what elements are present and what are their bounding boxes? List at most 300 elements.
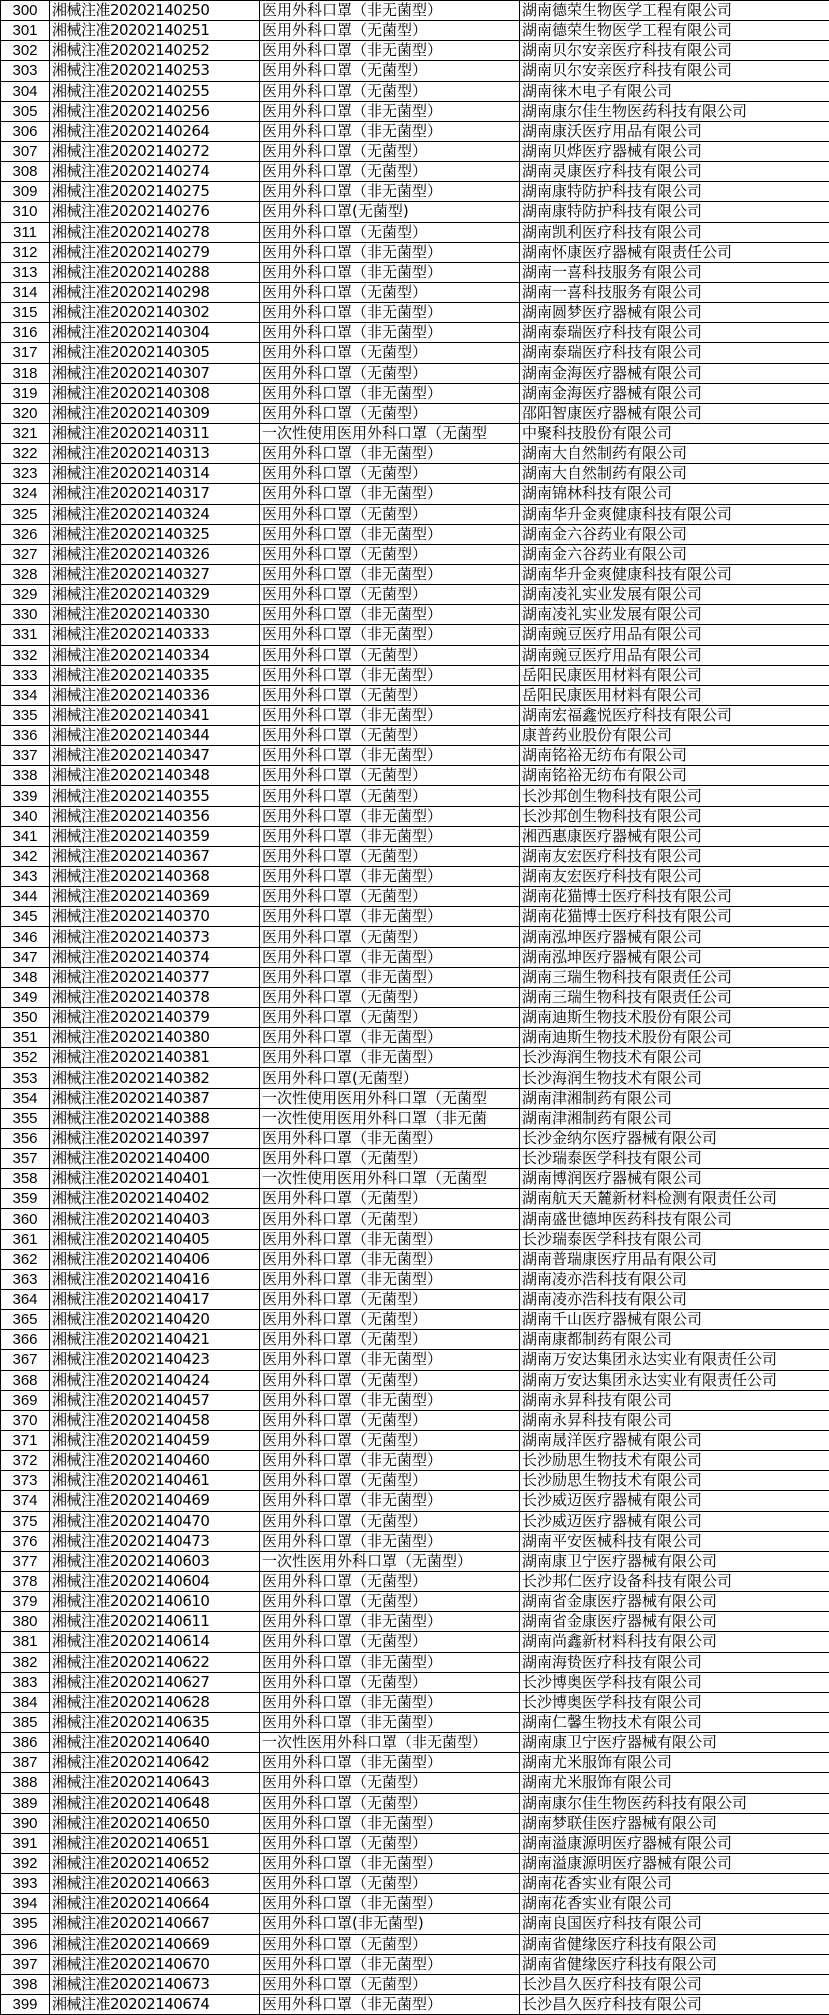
company-name-cell: 长沙威迈医疗器械有限公司 <box>520 1511 829 1531</box>
company-name-cell: 湖南三瑞生物科技有限责任公司 <box>520 967 829 987</box>
product-name-cell: 医用外科口罩（非无菌型） <box>260 1612 520 1632</box>
row-number-cell: 375 <box>1 1511 50 1531</box>
registration-number-cell: 湘械注准20202140400 <box>50 1149 260 1169</box>
company-name-cell: 长沙海润生物技术有限公司 <box>520 1068 829 1088</box>
table-row <box>1 1974 829 1994</box>
product-name-cell: 医用外科口罩（非无菌型） <box>260 947 520 967</box>
company-name-cell: 湖南华升金爽健康科技有限公司 <box>520 564 829 584</box>
table-row <box>1 1692 829 1712</box>
company-name-cell: 长沙博奥医学科技有限公司 <box>520 1672 829 1692</box>
company-name-cell: 湖南永昇科技有限公司 <box>520 1410 829 1430</box>
row-number-cell: 301 <box>1 21 50 41</box>
product-name-cell: 医用外科口罩（无菌型） <box>260 222 520 242</box>
company-name-cell: 湖南泰瑞医疗科技有限公司 <box>520 343 829 363</box>
registration-number-cell: 湘械注准20202140278 <box>50 222 260 242</box>
registration-number-cell: 湘械注准20202140327 <box>50 564 260 584</box>
table-row <box>1 1733 829 1753</box>
table-row <box>1 1290 829 1310</box>
product-name-cell: 医用外科口罩（无菌型） <box>260 685 520 705</box>
row-number-cell: 300 <box>1 1 50 21</box>
registration-number-cell: 湘械注准20202140336 <box>50 685 260 705</box>
product-name-cell: 医用外科口罩（无菌型） <box>260 61 520 81</box>
registration-number-cell: 湘械注准20202140341 <box>50 705 260 725</box>
product-name-cell: 医用外科口罩（无菌型） <box>260 162 520 182</box>
registration-number-cell: 湘械注准20202140379 <box>50 1008 260 1028</box>
product-name-cell: 医用外科口罩（非无菌型） <box>260 1269 520 1289</box>
table-row <box>1 1028 829 1048</box>
company-name-cell: 长沙邦创生物科技有限公司 <box>520 806 829 826</box>
row-number-cell: 350 <box>1 1008 50 1028</box>
registration-number-cell: 湘械注准20202140650 <box>50 1813 260 1833</box>
registration-number-cell: 湘械注准20202140604 <box>50 1571 260 1591</box>
row-number-cell: 392 <box>1 1853 50 1873</box>
registration-number-cell: 湘械注准20202140344 <box>50 726 260 746</box>
product-name-cell: 医用外科口罩（非无菌型） <box>260 303 520 323</box>
table-row <box>1 1430 829 1450</box>
company-name-cell: 湖南豌豆医疗用品有限公司 <box>520 625 829 645</box>
product-name-cell: 医用外科口罩（非无菌型） <box>260 262 520 282</box>
registration-number-cell: 湘械注准20202140256 <box>50 101 260 121</box>
product-name-cell: 医用外科口罩（非无菌型） <box>260 1954 520 1974</box>
table-row <box>1 1531 829 1551</box>
row-number-cell: 318 <box>1 363 50 383</box>
table-row <box>1 1894 829 1914</box>
table-row <box>1 222 829 242</box>
table-row <box>1 544 829 564</box>
product-name-cell: 医用外科口罩（无菌型） <box>260 1310 520 1330</box>
registration-number-cell: 湘械注准20202140651 <box>50 1833 260 1853</box>
row-number-cell: 326 <box>1 524 50 544</box>
registration-number-cell: 湘械注准20202140673 <box>50 1974 260 1994</box>
table-row <box>1 1249 829 1269</box>
company-name-cell: 邵阳智康医疗器械有限公司 <box>520 403 829 423</box>
row-number-cell: 367 <box>1 1350 50 1370</box>
table-row <box>1 1149 829 1169</box>
product-name-cell: 医用外科口罩（非无菌型） <box>260 1249 520 1269</box>
row-number-cell: 369 <box>1 1390 50 1410</box>
registration-number-cell: 湘械注准20202140648 <box>50 1793 260 1813</box>
table-row <box>1 947 829 967</box>
table-row <box>1 162 829 182</box>
table-row <box>1 1008 829 1028</box>
table-row <box>1 464 829 484</box>
product-name-cell: 医用外科口罩（非无菌型） <box>260 564 520 584</box>
row-number-cell: 353 <box>1 1068 50 1088</box>
product-name-cell: 医用外科口罩（无菌型） <box>260 1632 520 1652</box>
company-name-cell: 湖南锦林科技有限公司 <box>520 484 829 504</box>
row-number-cell: 345 <box>1 907 50 927</box>
registration-table-body <box>1 1 829 2015</box>
product-name-cell: 医用外科口罩（非无菌型） <box>260 625 520 645</box>
company-name-cell: 湖南凌礼实业发展有限公司 <box>520 585 829 605</box>
product-name-cell: 医用外科口罩（非无菌型） <box>260 1451 520 1471</box>
table-row <box>1 262 829 282</box>
product-name-cell: 医用外科口罩（无菌型） <box>260 1571 520 1591</box>
table-row <box>1 746 829 766</box>
row-number-cell: 324 <box>1 484 50 504</box>
row-number-cell: 320 <box>1 403 50 423</box>
row-number-cell: 381 <box>1 1632 50 1652</box>
company-name-cell: 湖南大自然制药有限公司 <box>520 464 829 484</box>
company-name-cell: 中聚科技股份有限公司 <box>520 423 829 443</box>
company-name-cell: 湖南津湘制药有限公司 <box>520 1088 829 1108</box>
row-number-cell: 347 <box>1 947 50 967</box>
row-number-cell: 313 <box>1 262 50 282</box>
registration-number-cell: 湘械注准20202140614 <box>50 1632 260 1652</box>
product-name-cell: 医用外科口罩（无菌型） <box>260 645 520 665</box>
registration-number-cell: 湘械注准20202140309 <box>50 403 260 423</box>
registration-number-cell: 湘械注准20202140382 <box>50 1068 260 1088</box>
row-number-cell: 370 <box>1 1410 50 1430</box>
row-number-cell: 312 <box>1 242 50 262</box>
registration-number-cell: 湘械注准20202140335 <box>50 665 260 685</box>
table-row <box>1 303 829 323</box>
registration-number-cell: 湘械注准20202140611 <box>50 1612 260 1632</box>
product-name-cell: 医用外科口罩（无菌型） <box>260 726 520 746</box>
table-row <box>1 766 829 786</box>
row-number-cell: 383 <box>1 1672 50 1692</box>
company-name-cell: 湖南铭裕无纺布有限公司 <box>520 746 829 766</box>
registration-number-cell: 湘械注准20202140380 <box>50 1028 260 1048</box>
row-number-cell: 338 <box>1 766 50 786</box>
registration-number-cell: 湘械注准20202140652 <box>50 1853 260 1873</box>
company-name-cell: 湖南怀康医疗器械有限责任公司 <box>520 242 829 262</box>
registration-number-cell: 湘械注准20202140387 <box>50 1088 260 1108</box>
table-row <box>1 1068 829 1088</box>
registration-number-cell: 湘械注准20202140359 <box>50 826 260 846</box>
company-name-cell: 湘西惠康医疗器械有限公司 <box>520 826 829 846</box>
table-row <box>1 1551 829 1571</box>
table-row <box>1 1048 829 1068</box>
company-name-cell: 湖南康卫宁医疗器械有限公司 <box>520 1551 829 1571</box>
registration-number-cell: 湘械注准20202140381 <box>50 1048 260 1068</box>
product-name-cell: 医用外科口罩（非无菌型） <box>260 1813 520 1833</box>
row-number-cell: 305 <box>1 101 50 121</box>
company-name-cell: 湖南尚鑫新材料科技有限公司 <box>520 1632 829 1652</box>
row-number-cell: 314 <box>1 282 50 302</box>
company-name-cell: 湖南金六谷药业有限公司 <box>520 544 829 564</box>
company-name-cell: 湖南金海医疗器械有限公司 <box>520 363 829 383</box>
row-number-cell: 333 <box>1 665 50 685</box>
table-row <box>1 705 829 725</box>
row-number-cell: 328 <box>1 564 50 584</box>
product-name-cell: 医用外科口罩（非无菌型） <box>260 242 520 262</box>
table-row <box>1 1773 829 1793</box>
company-name-cell: 湖南省健缘医疗科技有限公司 <box>520 1954 829 1974</box>
product-name-cell: 医用外科口罩(无菌型） <box>260 1068 520 1088</box>
company-name-cell: 长沙励思生物技术有限公司 <box>520 1471 829 1491</box>
product-name-cell: 医用外科口罩（非无菌型） <box>260 121 520 141</box>
registration-number-cell: 湘械注准20202140459 <box>50 1430 260 1450</box>
company-name-cell: 长沙励思生物技术有限公司 <box>520 1451 829 1471</box>
row-number-cell: 356 <box>1 1128 50 1148</box>
registration-number-cell: 湘械注准20202140330 <box>50 605 260 625</box>
table-row <box>1 1934 829 1954</box>
row-number-cell: 394 <box>1 1894 50 1914</box>
row-number-cell: 384 <box>1 1692 50 1712</box>
company-name-cell: 湖南大自然制药有限公司 <box>520 444 829 464</box>
registration-number-cell: 湘械注准20202140275 <box>50 182 260 202</box>
product-name-cell: 医用外科口罩（非无菌型） <box>260 383 520 403</box>
row-number-cell: 331 <box>1 625 50 645</box>
table-row <box>1 987 829 1007</box>
table-row <box>1 1592 829 1612</box>
product-name-cell: 医用外科口罩（无菌型） <box>260 504 520 524</box>
product-name-cell: 医用外科口罩（无菌型） <box>260 403 520 423</box>
product-name-cell: 医用外科口罩（无菌型） <box>260 987 520 1007</box>
product-name-cell: 医用外科口罩（非无菌型） <box>260 1028 520 1048</box>
row-number-cell: 365 <box>1 1310 50 1330</box>
company-name-cell: 湖南康沃医疗用品有限公司 <box>520 121 829 141</box>
company-name-cell: 长沙瑞泰医学科技有限公司 <box>520 1149 829 1169</box>
table-row <box>1 1793 829 1813</box>
company-name-cell: 湖南泰瑞医疗科技有限公司 <box>520 323 829 343</box>
row-number-cell: 388 <box>1 1773 50 1793</box>
company-name-cell: 湖南万安达集团永达实业有限责任公司 <box>520 1350 829 1370</box>
company-name-cell: 湖南花猫博士医疗科技有限公司 <box>520 907 829 927</box>
registration-number-cell: 湘械注准20202140324 <box>50 504 260 524</box>
company-name-cell: 湖南溢康源明医疗器械有限公司 <box>520 1853 829 1873</box>
product-name-cell: 医用外科口罩（无菌型） <box>260 1592 520 1612</box>
row-number-cell: 304 <box>1 81 50 101</box>
table-row <box>1 202 829 222</box>
registration-number-cell: 湘械注准20202140674 <box>50 1994 260 2014</box>
product-name-cell: 医用外科口罩（非无菌型） <box>260 484 520 504</box>
company-name-cell: 湖南花香实业有限公司 <box>520 1894 829 1914</box>
table-row <box>1 1753 829 1773</box>
product-name-cell: 医用外科口罩(非无菌型) <box>260 1914 520 1934</box>
company-name-cell: 湖南省健缘医疗科技有限公司 <box>520 1934 829 1954</box>
table-row <box>1 504 829 524</box>
row-number-cell: 322 <box>1 444 50 464</box>
table-row <box>1 41 829 61</box>
product-name-cell: 医用外科口罩（无菌型） <box>260 766 520 786</box>
product-name-cell: 医用外科口罩（无菌型） <box>260 1773 520 1793</box>
table-row <box>1 1612 829 1632</box>
row-number-cell: 341 <box>1 826 50 846</box>
row-number-cell: 339 <box>1 786 50 806</box>
row-number-cell: 321 <box>1 423 50 443</box>
table-row <box>1 625 829 645</box>
company-name-cell: 湖南普瑞康医疗用品有限公司 <box>520 1249 829 1269</box>
row-number-cell: 374 <box>1 1491 50 1511</box>
row-number-cell: 306 <box>1 121 50 141</box>
registration-number-cell: 湘械注准20202140402 <box>50 1189 260 1209</box>
product-name-cell: 医用外科口罩（非无菌型） <box>260 41 520 61</box>
table-row <box>1 524 829 544</box>
row-number-cell: 382 <box>1 1652 50 1672</box>
company-name-cell: 岳阳民康医用材料有限公司 <box>520 665 829 685</box>
registration-number-cell: 湘械注准20202140274 <box>50 162 260 182</box>
table-row <box>1 242 829 262</box>
product-name-cell: 医用外科口罩（非无菌型） <box>260 1994 520 2014</box>
table-row <box>1 1491 829 1511</box>
company-name-cell: 湖南一喜科技服务有限公司 <box>520 282 829 302</box>
product-name-cell: 医用外科口罩（无菌型） <box>260 585 520 605</box>
product-name-cell: 医用外科口罩（无菌型） <box>260 141 520 161</box>
company-name-cell: 湖南仁馨生物技术有限公司 <box>520 1712 829 1732</box>
row-number-cell: 364 <box>1 1290 50 1310</box>
row-number-cell: 379 <box>1 1592 50 1612</box>
product-name-cell: 医用外科口罩（无菌型） <box>260 1430 520 1450</box>
row-number-cell: 363 <box>1 1269 50 1289</box>
product-name-cell: 医用外科口罩（非无菌型） <box>260 444 520 464</box>
company-name-cell: 湖南省金康医疗器械有限公司 <box>520 1592 829 1612</box>
row-number-cell: 399 <box>1 1994 50 2014</box>
company-name-cell: 湖南凌亦浩科技有限公司 <box>520 1290 829 1310</box>
registration-number-cell: 湘械注准20202140457 <box>50 1390 260 1410</box>
registration-number-cell: 湘械注准20202140421 <box>50 1330 260 1350</box>
table-row <box>1 1712 829 1732</box>
registration-number-cell: 湘械注准20202140664 <box>50 1894 260 1914</box>
registration-number-cell: 湘械注准20202140406 <box>50 1249 260 1269</box>
registration-number-cell: 湘械注准20202140307 <box>50 363 260 383</box>
registration-number-cell: 湘械注准20202140302 <box>50 303 260 323</box>
table-row <box>1 1914 829 1934</box>
row-number-cell: 310 <box>1 202 50 222</box>
registration-number-cell: 湘械注准20202140317 <box>50 484 260 504</box>
product-name-cell: 医用外科口罩（无菌型） <box>260 1209 520 1229</box>
product-name-cell: 医用外科口罩（非无菌型） <box>260 323 520 343</box>
company-name-cell: 湖南万安达集团永达实业有限责任公司 <box>520 1370 829 1390</box>
table-row <box>1 1310 829 1330</box>
company-name-cell: 长沙邦创生物科技有限公司 <box>520 786 829 806</box>
product-name-cell: 医用外科口罩（非无菌型） <box>260 182 520 202</box>
registration-number-cell: 湘械注准20202140305 <box>50 343 260 363</box>
row-number-cell: 385 <box>1 1712 50 1732</box>
table-row <box>1 1451 829 1471</box>
row-number-cell: 309 <box>1 182 50 202</box>
company-name-cell: 湖南康都制药有限公司 <box>520 1330 829 1350</box>
row-number-cell: 352 <box>1 1048 50 1068</box>
registration-number-cell: 湘械注准20202140356 <box>50 806 260 826</box>
company-name-cell: 湖南康尔佳生物医药科技有限公司 <box>520 1793 829 1813</box>
company-name-cell: 湖南凯利医疗科技有限公司 <box>520 222 829 242</box>
registration-number-cell: 湘械注准20202140405 <box>50 1229 260 1249</box>
company-name-cell: 湖南花香实业有限公司 <box>520 1874 829 1894</box>
company-name-cell: 湖南铭裕无纺布有限公司 <box>520 766 829 786</box>
product-name-cell: 医用外科口罩（无菌型） <box>260 81 520 101</box>
product-name-cell: 医用外科口罩（无菌型） <box>260 1833 520 1853</box>
company-name-cell: 湖南尤米服饰有限公司 <box>520 1773 829 1793</box>
row-number-cell: 342 <box>1 846 50 866</box>
row-number-cell: 343 <box>1 867 50 887</box>
registration-number-cell: 湘械注准20202140643 <box>50 1773 260 1793</box>
product-name-cell: 医用外科口罩（非无菌型） <box>260 1048 520 1068</box>
registration-number-cell: 湘械注准20202140373 <box>50 927 260 947</box>
product-name-cell: 一次性使用医用外科口罩（非无菌 <box>260 1108 520 1128</box>
product-name-cell: 医用外科口罩（非无菌型） <box>260 1531 520 1551</box>
registration-number-cell: 湘械注准20202140417 <box>50 1290 260 1310</box>
product-name-cell: 医用外科口罩（非无菌型） <box>260 1229 520 1249</box>
product-name-cell: 医用外科口罩（无菌型） <box>260 1874 520 1894</box>
table-row <box>1 141 829 161</box>
row-number-cell: 302 <box>1 41 50 61</box>
row-number-cell: 393 <box>1 1874 50 1894</box>
registration-number-cell: 湘械注准20202140279 <box>50 242 260 262</box>
row-number-cell: 373 <box>1 1471 50 1491</box>
product-name-cell: 医用外科口罩（无菌型） <box>260 1511 520 1531</box>
product-name-cell: 医用外科口罩（非无菌型） <box>260 1853 520 1873</box>
row-number-cell: 378 <box>1 1571 50 1591</box>
table-row <box>1 1853 829 1873</box>
company-name-cell: 湖南德荣生物医学工程有限公司 <box>520 21 829 41</box>
company-name-cell: 湖南凌礼实业发展有限公司 <box>520 605 829 625</box>
table-row <box>1 1410 829 1430</box>
company-name-cell: 湖南泓坤医疗器械有限公司 <box>520 947 829 967</box>
table-row <box>1 685 829 705</box>
product-name-cell: 医用外科口罩（非无菌型） <box>260 907 520 927</box>
product-name-cell: 医用外科口罩（非无菌型） <box>260 967 520 987</box>
row-number-cell: 332 <box>1 645 50 665</box>
table-row <box>1 665 829 685</box>
table-row <box>1 1571 829 1591</box>
company-name-cell: 湖南宏福鑫悦医疗科技有限公司 <box>520 705 829 725</box>
company-name-cell: 湖南贝尔安亲医疗科技有限公司 <box>520 61 829 81</box>
row-number-cell: 308 <box>1 162 50 182</box>
product-name-cell: 医用外科口罩（非无菌型） <box>260 524 520 544</box>
company-name-cell: 湖南金六谷药业有限公司 <box>520 524 829 544</box>
company-name-cell: 湖南梦联佳医疗器械有限公司 <box>520 1813 829 1833</box>
table-row <box>1 1350 829 1370</box>
row-number-cell: 334 <box>1 685 50 705</box>
product-name-cell: 医用外科口罩（非无菌型） <box>260 806 520 826</box>
product-name-cell: 医用外科口罩（无菌型） <box>260 1330 520 1350</box>
product-name-cell: 医用外科口罩（非无菌型） <box>260 1652 520 1672</box>
row-number-cell: 323 <box>1 464 50 484</box>
company-name-cell: 湖南迪斯生物技术股份有限公司 <box>520 1008 829 1028</box>
product-name-cell: 医用外科口罩（无菌型） <box>260 1793 520 1813</box>
row-number-cell: 325 <box>1 504 50 524</box>
row-number-cell: 311 <box>1 222 50 242</box>
company-name-cell: 湖南良国医疗科技有限公司 <box>520 1914 829 1934</box>
row-number-cell: 315 <box>1 303 50 323</box>
table-row <box>1 444 829 464</box>
product-name-cell: 医用外科口罩（无菌型） <box>260 282 520 302</box>
product-name-cell: 一次性医用外科口罩（无菌型） <box>260 1551 520 1571</box>
table-row <box>1 383 829 403</box>
table-row <box>1 1 829 21</box>
registration-number-cell: 湘械注准20202140635 <box>50 1712 260 1732</box>
company-name-cell: 湖南航天天麓新材料检测有限责任公司 <box>520 1189 829 1209</box>
table-row <box>1 1169 829 1189</box>
product-name-cell: 医用外科口罩（无菌型） <box>260 1471 520 1491</box>
registration-number-cell: 湘械注准20202140251 <box>50 21 260 41</box>
product-name-cell: 医用外科口罩（无菌型） <box>260 1370 520 1390</box>
company-name-cell: 湖南徕木电子有限公司 <box>520 81 829 101</box>
product-name-cell: 医用外科口罩（无菌型） <box>260 1410 520 1430</box>
company-name-cell: 湖南津湘制药有限公司 <box>520 1108 829 1128</box>
product-name-cell: 医用外科口罩（非无菌型） <box>260 1390 520 1410</box>
registration-number-cell: 湘械注准20202140603 <box>50 1551 260 1571</box>
product-name-cell: 医用外科口罩（无菌型） <box>260 786 520 806</box>
row-number-cell: 340 <box>1 806 50 826</box>
row-number-cell: 368 <box>1 1370 50 1390</box>
registration-number-cell: 湘械注准20202140253 <box>50 61 260 81</box>
registration-number-cell: 湘械注准20202140264 <box>50 121 260 141</box>
row-number-cell: 376 <box>1 1531 50 1551</box>
table-row <box>1 1269 829 1289</box>
table-row <box>1 403 829 423</box>
row-number-cell: 354 <box>1 1088 50 1108</box>
product-name-cell: 医用外科口罩（无菌型） <box>260 464 520 484</box>
registration-number-cell: 湘械注准20202140272 <box>50 141 260 161</box>
company-name-cell: 湖南贝尔安亲医疗科技有限公司 <box>520 41 829 61</box>
registration-number-cell: 湘械注准20202140378 <box>50 987 260 1007</box>
table-row <box>1 726 829 746</box>
table-row <box>1 786 829 806</box>
row-number-cell: 329 <box>1 585 50 605</box>
